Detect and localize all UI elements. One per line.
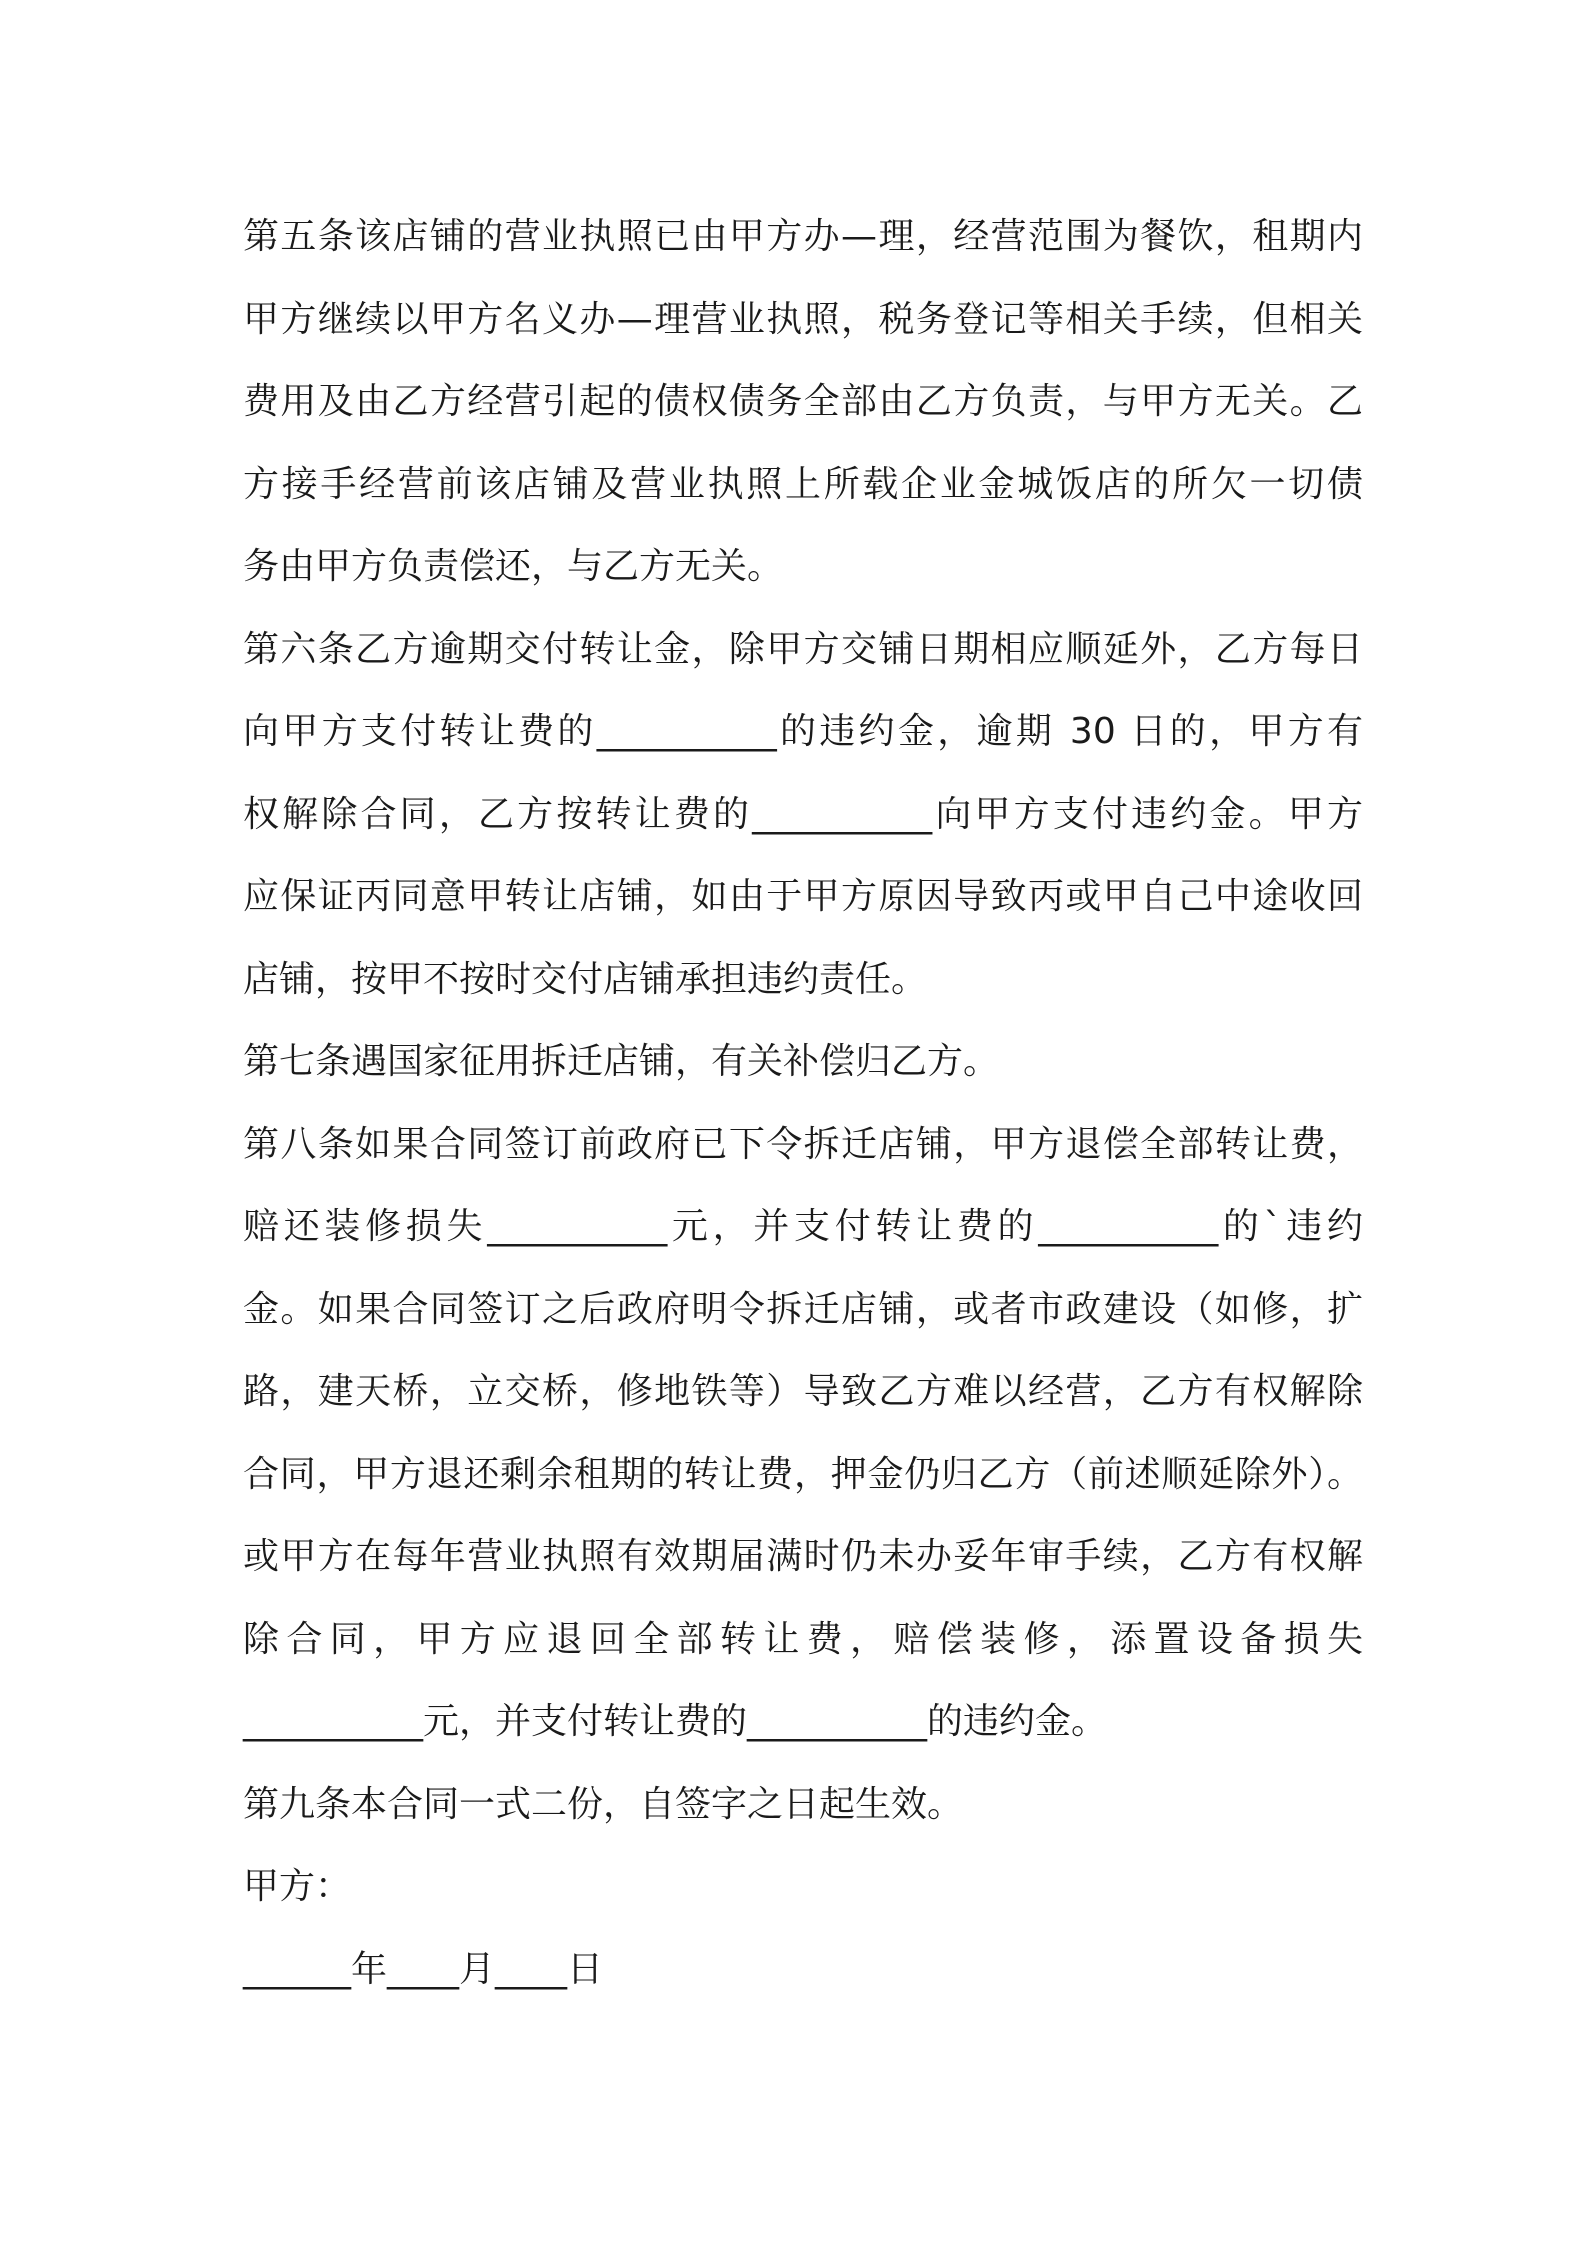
article-8-line-8: __________元，并支付转让费的__________的违约金。 — [243, 1701, 1108, 1742]
article-8-line-1: 第八条如果合同签订前政府已下令拆迁店铺，甲方退偿全部转让费， — [243, 1123, 1363, 1165]
article-9-line-1: 第九条本合同一式二份，自签字之日起生效。 — [243, 1783, 964, 1825]
article-5-line-2: 甲方继续以甲方名义办—理营业执照，税务登记等相关手续，但相关 — [243, 298, 1363, 340]
article-6-line-3: 权解除合同，乙方按转让费的__________向甲方支付违约金。甲方 — [243, 793, 1363, 835]
contract-text — [243, 196, 1363, 2011]
article-8-line-7: 除合同，甲方应退回全部转让费，赔偿装修，添置设备损失 — [243, 1618, 1363, 1660]
article-5-line-5: 务由甲方负责偿还，与乙方无关。 — [243, 546, 784, 587]
signature-date-line: ______年____月____日 — [243, 1948, 603, 1990]
article-6-line-1: 第六条乙方逾期交付转让金，除甲方交铺日期相应顺延外，乙方每日 — [243, 628, 1363, 670]
article-7 — [243, 1021, 1363, 1104]
article-5-line-1: 第五条该店铺的营业执照已由甲方办—理，经营范围为餐饮，租期内 — [243, 216, 1363, 257]
article-6-line-5: 店铺，按甲不按时交付店铺承担违约责任。 — [243, 958, 928, 1000]
article-7-line-1: 第七条遇国家征用拆迁店铺，有关补偿归乙方。 — [243, 1041, 1000, 1082]
article-8-line-4: 路，建天桥，立交桥，修地铁等）导致乙方难以经营，乙方有权解除 — [243, 1371, 1363, 1412]
article-6-line-2: 向甲方支付转让费的__________的违约金，逾期 30 日的，甲方有 — [243, 711, 1363, 752]
signature-block — [243, 1846, 1363, 2011]
article-8-line-2: 赔还装修损失__________元，并支付转让费的__________的`违约 — [243, 1206, 1363, 1247]
article-5 — [243, 196, 1363, 609]
article-5-line-3: 费用及由乙方经营引起的债权债务全部由乙方负责，与甲方无关。乙 — [243, 381, 1363, 422]
article-6 — [243, 609, 1363, 1022]
article-9 — [243, 1764, 1363, 1847]
article-5-line-4: 方接手经营前该店铺及营业执照上所载企业金城饭店的所欠一切债 — [243, 463, 1363, 505]
article-6-line-4: 应保证丙同意甲转让店铺，如由于甲方原因导致丙或甲自己中途收回 — [243, 876, 1363, 917]
party-a-label: 甲方： — [243, 1866, 352, 1907]
article-8 — [243, 1104, 1363, 1764]
article-8-line-5: 合同，甲方退还剩余租期的转让费，押金仍归乙方（前述顺延除外）。 — [243, 1453, 1363, 1495]
article-8-line-6: 或甲方在每年营业执照有效期届满时仍未办妥年审手续，乙方有权解 — [243, 1536, 1363, 1577]
article-8-line-3: 金。如果合同签订之后政府明令拆迁店铺，或者市政建设（如修，扩 — [243, 1288, 1363, 1330]
